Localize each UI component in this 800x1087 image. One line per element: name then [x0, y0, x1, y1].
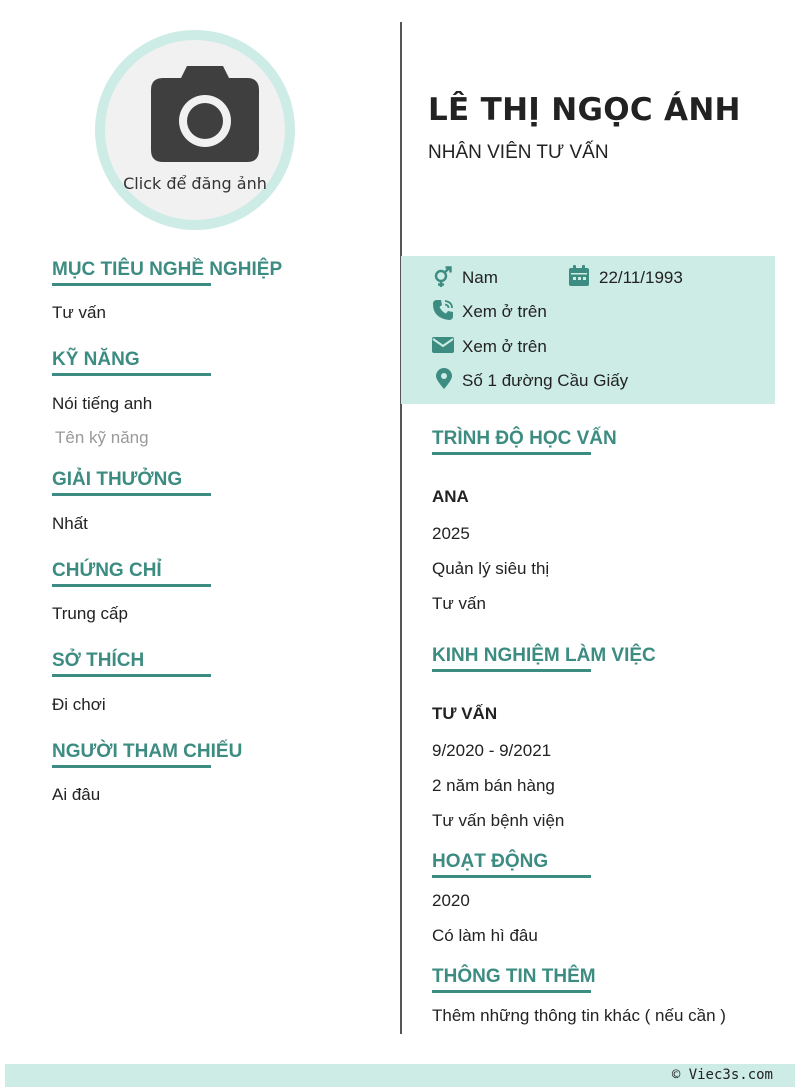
avatar-upload[interactable] — [95, 30, 295, 230]
avatar-placeholder[interactable] — [105, 40, 285, 220]
education-major[interactable]: Quản lý siêu thị — [432, 559, 550, 578]
references-text[interactable]: Ai đâu — [52, 785, 101, 804]
activities-text[interactable]: Có làm hì đâu — [432, 926, 538, 945]
additional-info-text[interactable]: Thêm những thông tin khác ( nếu cần ) — [432, 1006, 726, 1025]
experience-underline — [432, 669, 591, 672]
hobbies-text[interactable]: Đi chơi — [52, 695, 106, 714]
address-value[interactable]: Số 1 đường Cầu Giấy — [462, 371, 629, 390]
footer-bar — [5, 1064, 795, 1087]
photo-upload-label[interactable]: Click để đăng ảnh — [123, 174, 267, 193]
awards-heading: GIẢI THƯỞNG — [52, 469, 183, 490]
experience-detail[interactable]: 2 năm bán hàng — [432, 776, 555, 795]
experience-position[interactable]: TƯ VẤN — [432, 704, 498, 723]
education-description[interactable]: Tư vấn — [432, 594, 486, 613]
activities-underline — [432, 875, 591, 878]
education-heading: TRÌNH ĐỘ HỌC VẤN — [432, 428, 617, 449]
hobbies-underline — [52, 674, 211, 677]
phone-icon — [432, 299, 454, 321]
education-school[interactable]: ANA — [432, 487, 469, 506]
candidate-name[interactable]: LÊ THỊ NGỌC ÁNH — [428, 92, 741, 128]
email-value[interactable]: Xem ở trên — [462, 337, 547, 356]
certificates-underline — [52, 584, 211, 587]
activities-heading: HOẠT ĐỘNG — [432, 851, 549, 872]
experience-period[interactable]: 9/2020 - 9/2021 — [432, 741, 552, 760]
footer-credit: © Viec3s.com — [671, 1067, 773, 1083]
references-heading: NGƯỜI THAM CHIẾU — [52, 741, 243, 762]
skill-placeholder[interactable]: Tên kỹ năng — [55, 428, 149, 447]
skills-heading: KỸ NĂNG — [52, 349, 140, 370]
location-pin-icon — [433, 368, 455, 390]
certificates-heading: CHỨNG CHỈ — [52, 560, 162, 581]
skills-underline — [52, 373, 211, 376]
additional-info-underline — [432, 990, 591, 993]
references-underline — [52, 765, 211, 768]
education-underline — [432, 452, 591, 455]
email-icon — [432, 334, 454, 356]
experience-detail[interactable]: Tư vấn bệnh viện — [432, 811, 565, 830]
objective-text[interactable]: Tư vấn — [52, 303, 106, 322]
phone-value[interactable]: Xem ở trên — [462, 302, 547, 321]
objective-underline — [52, 283, 211, 286]
education-year[interactable]: 2025 — [432, 524, 470, 543]
additional-info-heading: THÔNG TIN THÊM — [432, 966, 596, 987]
calendar-icon — [568, 265, 590, 287]
camera-icon — [151, 66, 259, 162]
awards-underline — [52, 493, 211, 496]
experience-heading: KINH NGHIỆM LÀM VIỆC — [432, 645, 656, 666]
gender-icon — [432, 266, 454, 288]
awards-text[interactable]: Nhất — [52, 514, 88, 533]
job-title[interactable]: NHÂN VIÊN TƯ VẤN — [428, 142, 609, 163]
certificates-text[interactable]: Trung cấp — [52, 604, 128, 623]
hobbies-heading: SỞ THÍCH — [52, 650, 145, 671]
column-divider — [400, 22, 402, 1034]
activities-year[interactable]: 2020 — [432, 891, 470, 910]
gender-value[interactable]: Nam — [462, 268, 498, 287]
objective-heading: MỤC TIÊU NGHỀ NGHIỆP — [52, 259, 283, 280]
skill-item[interactable]: Nói tiếng anh — [52, 394, 153, 413]
birthday-value[interactable]: 22/11/1993 — [599, 268, 683, 287]
